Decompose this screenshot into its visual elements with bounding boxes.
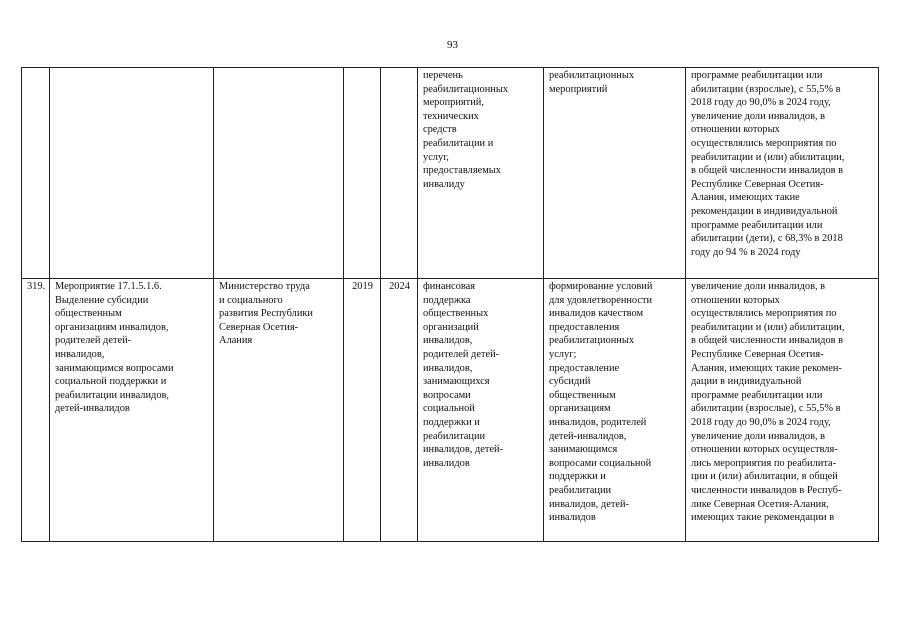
executor-cell [214, 68, 344, 279]
indicator-cell: программе реабилитации или абилитации (взрослые), с 55,5% в 2018 году до 90,0% в 2024 году, увеличение доли инвалидов, в отношении которых осуществлялись мероприятия по реабилитации и (или) абилитации, в общей численности инвалидов в Республике Северная Осетия- Алания, имеющих такие рекомендации в индивидуальной программе реабилитации или абилитации (дети), с 68,3% в 2018 году до 94 % в 2024 году [686, 68, 879, 279]
executor-cell: Министерство труда и социального развития Республики Северная Осетия- Алания [214, 279, 344, 542]
result-cell: реабилитационных мероприятий [544, 68, 686, 279]
row-number-cell [22, 68, 50, 279]
end-year-cell: 2024 [381, 279, 418, 542]
content-cell: финансовая поддержка общественных организаций инвалидов, родителей детей- инвалидов, занимающихся вопросами социальной поддержки и реабилитации инвалидов, детей- инвалидов [418, 279, 544, 542]
event-cell [50, 68, 214, 279]
row-number-cell: 319. [22, 279, 50, 542]
table-row [22, 68, 879, 279]
end-year-cell [381, 68, 418, 279]
start-year-cell: 2019 [344, 279, 381, 542]
indicator-cell: увеличение доли инвалидов, в отношении которых осуществлялись мероприятия по реабилитации и (или) абилитации, в общей численности инвалидов в Республике Северная Осетия- Алания, имеющих такие рекомен- дации в индивидуальной программе реабилитации или абилитации (взрослые), с 55,5% в 2018 году до 90,0% в 2024 году, увеличение доли инвалидов, в отношении которых осуществля- лись мероприятия по реабилита- ции и (или) абилитации, в общей численности инвалидов в Респуб- лике Северная Осетия-Алания, имеющих такие рекомендации в [686, 279, 879, 542]
result-cell: формирование условий для удовлетворенности инвалидов качеством предоставления реабилитационных услуг; предоставление субсидий общественным организациям инвалидов, родителей детей-инвалидов, занимающимся вопросами социальной поддержки и реабилитации инвалидов, детей- инвалидов [544, 279, 686, 542]
table-row [22, 279, 879, 542]
content-cell: перечень реабилитационных мероприятий, технических средств реабилитации и услуг, предоставляемых инвалиду [418, 68, 544, 279]
start-year-cell [344, 68, 381, 279]
program-table [21, 67, 879, 542]
event-cell: Мероприятие 17.1.5.1.6. Выделение субсидии общественным организациям инвалидов, родителей детей- инвалидов, занимающимся вопросами социальной поддержки и реабилитации инвалидов, детей-инвалидов [50, 279, 214, 542]
page-number: 93 [447, 39, 458, 51]
